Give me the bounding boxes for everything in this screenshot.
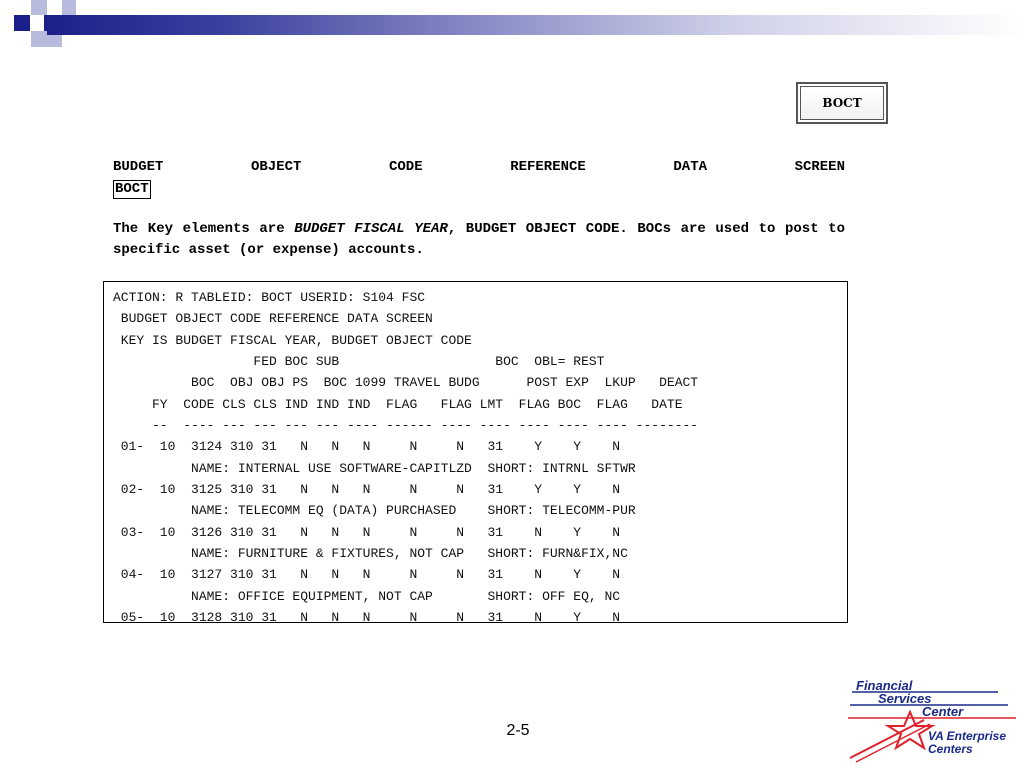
screen-id-label: BOCT	[800, 86, 884, 120]
fsc-logo	[848, 676, 1024, 768]
title-word: REFERENCE	[510, 159, 586, 175]
screen-line: 02- 10 3125 310 31 N N N N N 31 Y Y N	[113, 482, 621, 498]
logo-center: Center	[922, 704, 964, 719]
screen-line: 04- 10 3127 310 31 N N N N N 31 N Y N	[113, 567, 621, 583]
header-square-light	[31, 0, 47, 15]
logo-centers: Centers	[928, 742, 973, 756]
title-word: SCREEN	[794, 159, 845, 175]
screen-line: NAME: OFFICE EQUIPMENT, NOT CAP SHORT: OFF EQ, NC	[113, 588, 621, 604]
description-suffix: , BUDGET OBJECT CODE. BOCs are used to post to specific asset (or expense) accounts.	[113, 221, 845, 258]
title-word: DATA	[673, 159, 707, 175]
page-number: 2-5	[506, 722, 530, 739]
terminal-screen	[103, 281, 848, 626]
page-title	[113, 157, 845, 199]
screen-line: FED BOC SUB BOC OBL= REST	[113, 354, 605, 370]
key-elements-description	[113, 219, 845, 261]
screen-line: BOC OBJ OBJ PS BOC 1099 TRAVEL BUDG POST EXP LKUP DEACT	[113, 375, 699, 391]
screen-line: NAME: FURNITURE & FIXTURES, NOT CAP SHORT: FURN&FIX,NC	[113, 546, 628, 562]
screen-id-box	[796, 82, 888, 124]
screen-line: KEY IS BUDGET FISCAL YEAR, BUDGET OBJECT CODE	[113, 332, 472, 348]
title-screen-code: BOCT	[115, 181, 149, 197]
screen-line: 01- 10 3124 310 31 N N N N N 31 Y Y N	[113, 439, 621, 455]
description-emphasis: BUDGET FISCAL YEAR	[294, 221, 448, 237]
title-word: CODE	[389, 159, 423, 175]
header-square-light	[31, 31, 47, 47]
header-square-dark	[14, 15, 30, 31]
terminal-screen-text	[113, 287, 698, 629]
header-gradient-band	[44, 15, 1024, 35]
title-word: OBJECT	[251, 159, 302, 175]
header-square-light	[47, 35, 62, 47]
screen-line: 05- 10 3128 310 31 N N N N N 31 N Y N	[113, 610, 621, 626]
title-word: BUDGET	[113, 159, 164, 175]
screen-line: 03- 10 3126 310 31 N N N N N 31 N Y N	[113, 524, 621, 540]
screen-line: ACTION: R TABLEID: BOCT USERID: S104 FSC	[113, 290, 426, 305]
screen-line: -- ---- --- --- --- --- ---- ------ ---- ---- ---- ---- ---- --------	[113, 418, 699, 434]
screen-line: NAME: INTERNAL USE SOFTWARE-CAPITLZD SHORT: INTRNL SFTWR	[113, 460, 636, 476]
logo-services: Services	[878, 691, 932, 706]
description-prefix: The Key elements are	[113, 221, 295, 237]
screen-line: NAME: TELECOMM EQ (DATA) PURCHASED SHORT: TELECOMM-PUR	[113, 503, 636, 519]
logo-financial: Financial	[856, 678, 913, 693]
logo-va-enterprise: VA Enterprise	[928, 729, 1007, 743]
screen-line: BUDGET OBJECT CODE REFERENCE DATA SCREEN	[113, 311, 433, 327]
header-square-light	[62, 0, 76, 15]
screen-line: FY CODE CLS CLS IND IND IND FLAG FLAG LMT FLAG BOC FLAG DATE	[113, 396, 683, 412]
